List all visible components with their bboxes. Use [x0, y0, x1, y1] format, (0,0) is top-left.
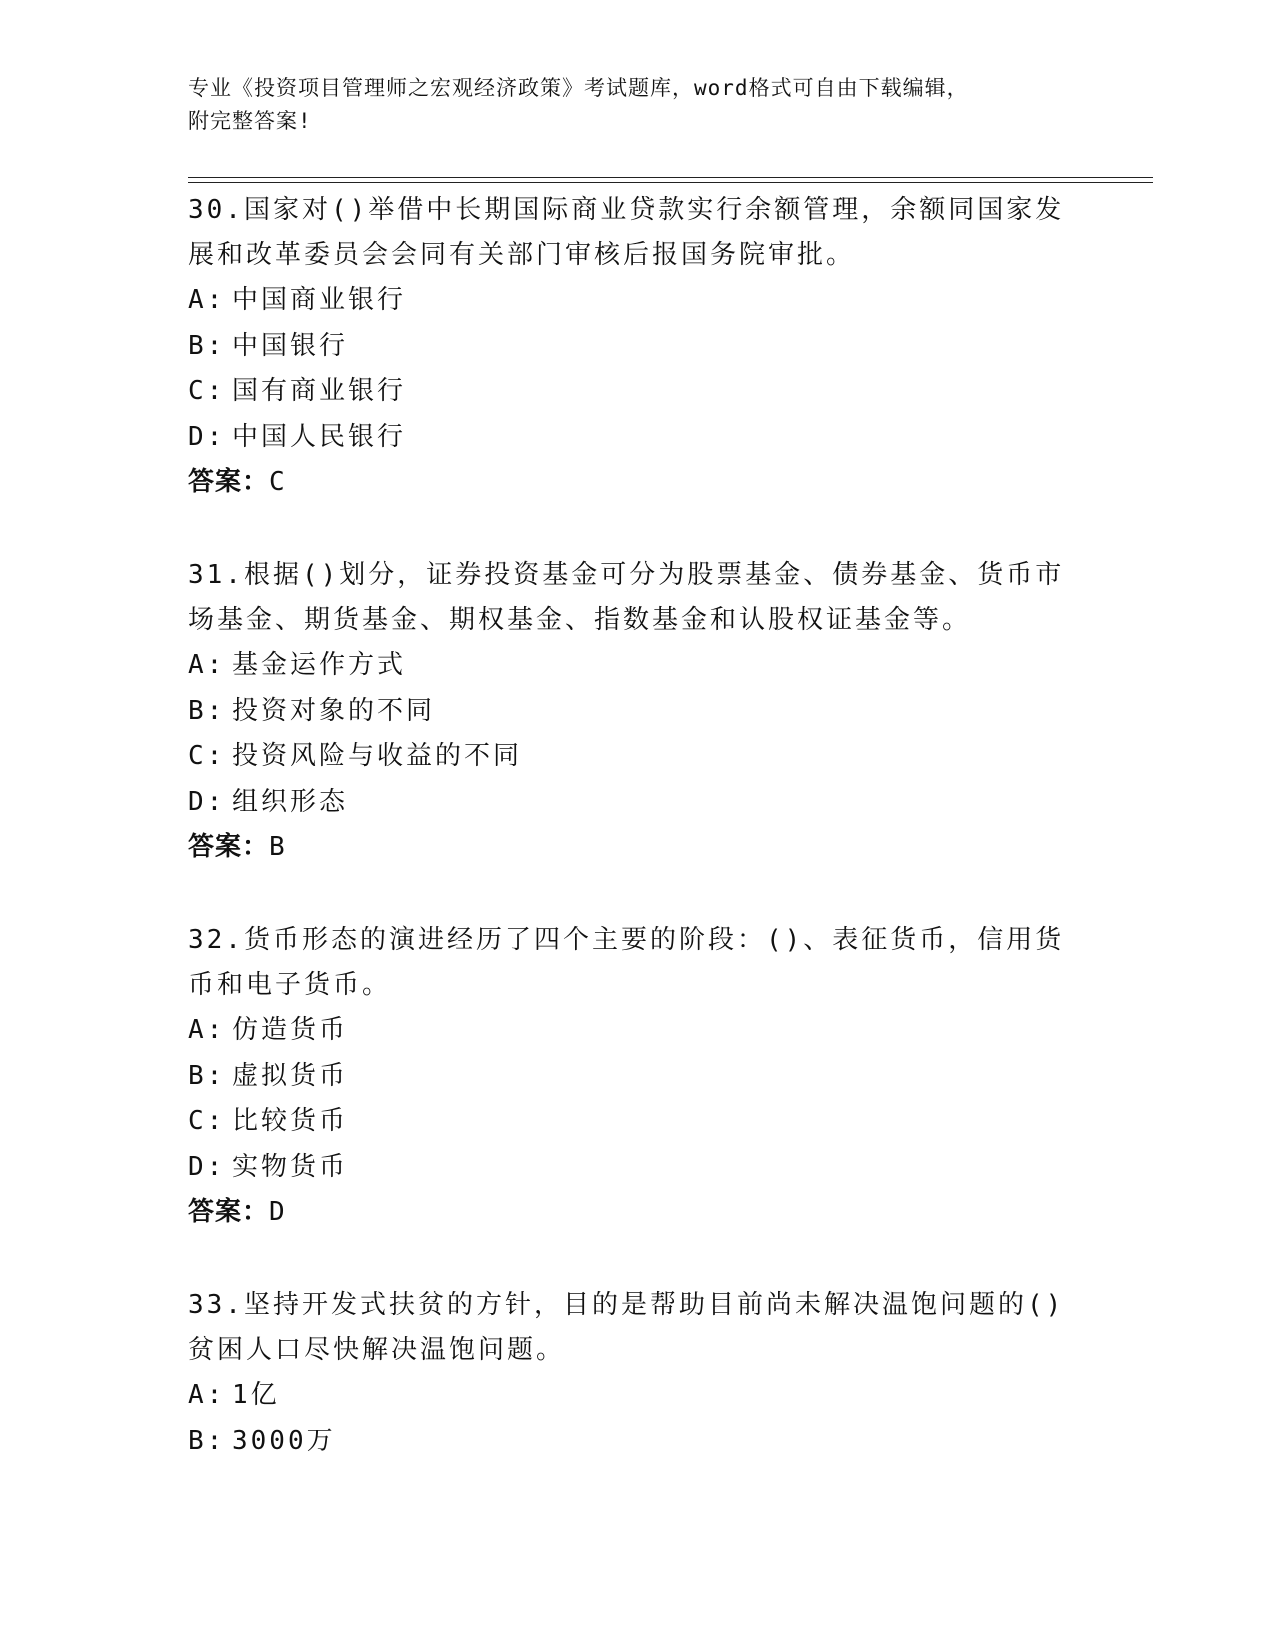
option-b [188, 324, 1088, 370]
option-b [188, 1419, 1088, 1465]
option-text: 中国人民银行 [232, 421, 407, 452]
option-a [188, 1008, 1088, 1054]
answer-label: 答案： [188, 467, 270, 497]
question-32 [188, 918, 1088, 1235]
option-text: 中国银行 [232, 330, 349, 361]
option-d [188, 780, 1088, 826]
question-stem: 33.坚持开发式扶贫的方针，目的是帮助目前尚未解决温饱问题的()贫困人口尽快解决温饱问题。 [188, 1290, 1065, 1365]
option-a [188, 278, 1088, 324]
option-b [188, 689, 1088, 735]
option-text: 投资对象的不同 [232, 695, 436, 726]
option-c [188, 734, 1088, 780]
question-33 [188, 1283, 1088, 1464]
option-text: 基金运作方式 [232, 650, 407, 680]
option-text: 组织形态 [232, 786, 349, 817]
option-key: B: [188, 1060, 226, 1091]
option-text: 虚拟货币 [232, 1060, 349, 1091]
question-stem: 30.国家对()举借中长期国际商业贷款实行余额管理，余额同国家发展和改革委员会会同有关部门审核后报国务院审批。 [188, 195, 1065, 270]
option-key: D: [188, 421, 226, 452]
answer-label: 答案： [188, 1197, 270, 1227]
answer-line [188, 460, 1088, 505]
option-text: 比较货币 [232, 1106, 349, 1136]
option-key: C: [188, 1106, 226, 1136]
option-key: D: [188, 786, 226, 817]
answer-value: C [269, 467, 286, 497]
option-a [188, 643, 1088, 689]
option-d [188, 1145, 1088, 1191]
option-key: D: [188, 1151, 226, 1182]
option-key: A: [188, 1015, 226, 1045]
header-divider-bottom [188, 182, 1153, 183]
option-key: C: [188, 376, 226, 406]
option-text: 1亿 [232, 1380, 280, 1410]
answer-line [188, 825, 1088, 870]
document-header [188, 72, 1088, 138]
option-key: A: [188, 285, 226, 315]
option-key: A: [188, 1380, 226, 1410]
question-stem: 31.根据()划分，证券投资基金可分为股票基金、债券基金、货币市场基金、期货基金、期权基金、指数基金和认股权证基金等。 [188, 560, 1065, 635]
answer-label: 答案： [188, 832, 270, 862]
option-key: A: [188, 650, 226, 680]
question-list [188, 188, 1088, 1512]
question-stem: 32.货币形态的演进经历了四个主要的阶段：()、表征货币，信用货币和电子货币。 [188, 925, 1065, 1000]
answer-value: B [269, 832, 286, 862]
question-30 [188, 188, 1088, 505]
header-divider-top [188, 177, 1153, 178]
answer-value: D [269, 1197, 286, 1227]
option-text: 国有商业银行 [232, 376, 407, 406]
option-text: 3000万 [232, 1425, 336, 1456]
option-text: 仿造货币 [232, 1015, 349, 1045]
option-b [188, 1054, 1088, 1100]
option-d [188, 415, 1088, 461]
option-key: B: [188, 330, 226, 361]
option-text: 中国商业银行 [232, 285, 407, 315]
option-a [188, 1373, 1088, 1419]
header-line-1: 专业《投资项目管理师之宏观经济政策》考试题库，word格式可自由下载编辑， [188, 76, 969, 100]
header-line-2: 附完整答案! [188, 109, 312, 133]
option-c [188, 1099, 1088, 1145]
answer-line [188, 1190, 1088, 1235]
option-c [188, 369, 1088, 415]
option-key: B: [188, 1425, 226, 1456]
option-key: C: [188, 741, 226, 771]
option-key: B: [188, 695, 226, 726]
option-text: 实物货币 [232, 1151, 349, 1182]
option-text: 投资风险与收益的不同 [232, 741, 523, 771]
question-31 [188, 553, 1088, 870]
